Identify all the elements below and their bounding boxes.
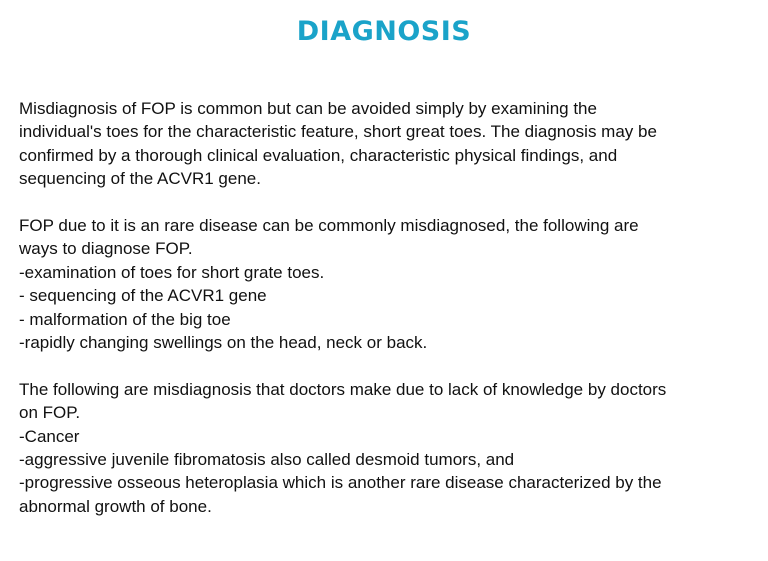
text-line: confirmed by a thorough clinical evaluation, characteristic physical findings, and	[19, 145, 618, 165]
text-line: abnormal growth of bone.	[19, 496, 212, 516]
text-line: sequencing of the ACVR1 gene.	[19, 169, 261, 189]
list-item: - sequencing of the ACVR1 gene	[19, 286, 267, 306]
list-item: -Cancer	[19, 426, 80, 446]
text-line: FOP due to it is an rare disease can be commonly misdiagnosed, the following are	[19, 216, 639, 236]
list-item: -aggressive juvenile fibromatosis also called desmoid tumors, and	[19, 450, 515, 470]
list-item: - malformation of the big toe	[19, 309, 231, 329]
list-item: -rapidly changing swellings on the head, neck or back.	[19, 333, 428, 353]
text-line: ways to diagnose FOP.	[19, 239, 193, 259]
text-line: The following are misdiagnosis that doctors make due to lack of knowledge by doctors	[19, 379, 667, 399]
text-line: Misdiagnosis of FOP is common but can be avoided simply by examining the	[19, 99, 597, 118]
slide-body	[19, 97, 754, 542]
paragraph-diagnosis-intro	[19, 97, 754, 191]
list-item: -examination of toes for short grate toes.	[19, 262, 325, 282]
text-line: on FOP.	[19, 403, 81, 423]
list-item: -progressive osseous heteroplasia which is another rare disease characterized by the	[19, 473, 662, 493]
slide-title: DIAGNOSIS	[296, 16, 472, 47]
text-line: individual's toes for the characteristic feature, short great toes. The diagnosis may be	[19, 122, 657, 142]
paragraph-misdiagnoses	[19, 378, 754, 518]
paragraph-ways-to-diagnose	[19, 214, 754, 354]
